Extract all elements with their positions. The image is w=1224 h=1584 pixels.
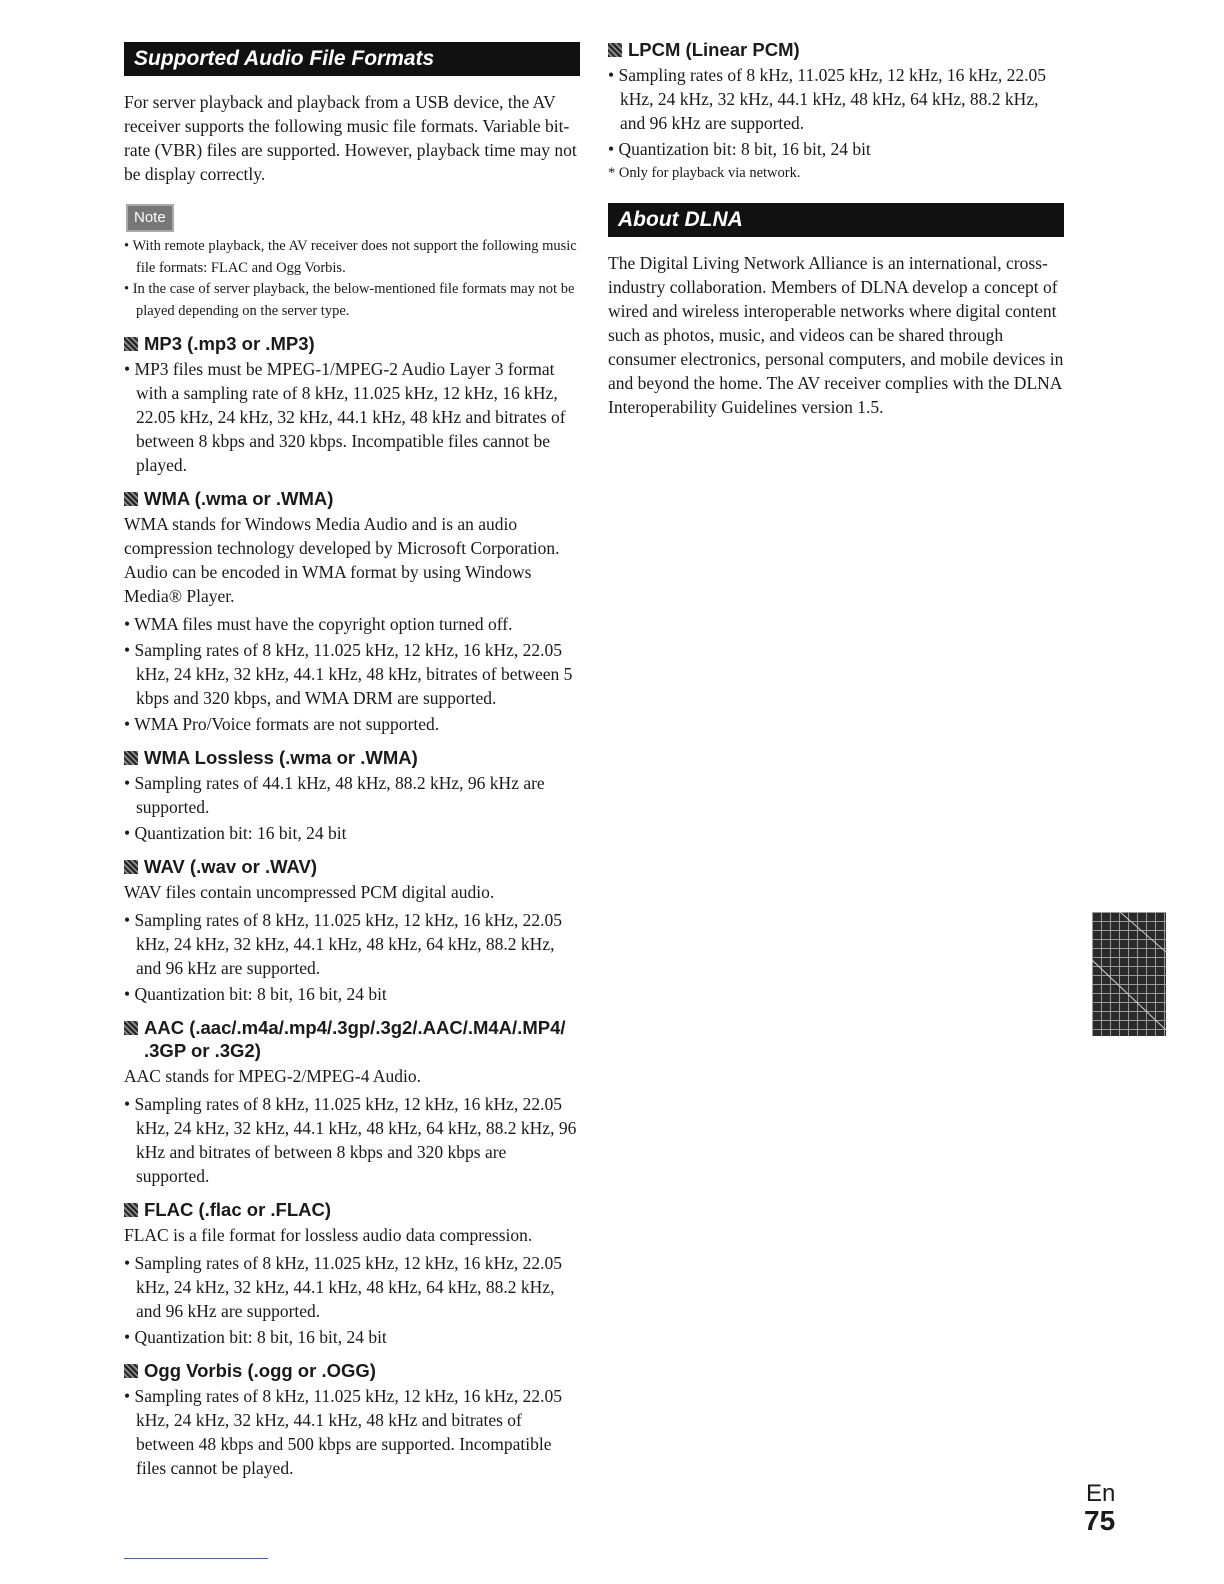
heading-flac: FLAC (.flac or .FLAC) — [124, 1198, 580, 1221]
list-item: • Sampling rates of 8 kHz, 11.025 kHz, 12 kHz, 16 kHz, 22.05 kHz, 24 kHz, 32 kHz, 44.1 kHz, 48 kHz and bitrates of between 48 kbps and 500 kbps are supported. Incompatible files cannot be played. — [124, 1386, 563, 1478]
square-marker-icon — [124, 1203, 138, 1217]
chapter-tab-marker — [1092, 912, 1166, 1036]
square-marker-icon — [608, 43, 622, 57]
square-marker-icon — [124, 751, 138, 765]
page-number: 75 — [1084, 1505, 1116, 1536]
list-item: • Sampling rates of 8 kHz, 11.025 kHz, 12 kHz, 16 kHz, 22.05 kHz, 24 kHz, 32 kHz, 44.1 kHz, 48 kHz, 64 kHz, 88.2 kHz, and 96 kHz are supported. — [124, 1253, 563, 1321]
note-label: Note — [126, 204, 174, 232]
heading-wma: WMA (.wma or .WMA) — [124, 487, 580, 510]
ogg-bullets — [124, 1384, 580, 1480]
right-column — [608, 38, 1064, 423]
list-item: • Sampling rates of 44.1 kHz, 48 kHz, 88.2 kHz, 96 kHz are supported. — [124, 773, 545, 817]
square-marker-icon — [124, 1021, 138, 1035]
note-item: • With remote playback, the AV receiver does not support the following music file formats: FLAC and Ogg Vorbis. — [124, 238, 577, 276]
wma-bullets — [124, 612, 580, 736]
lpcm-bullets — [608, 63, 1064, 161]
list-item: • MP3 files must be MPEG-1/MPEG-2 Audio Layer 3 format with a sampling rate of 8 kHz, 11.025 kHz, 12 kHz, 16 kHz, 22.05 kHz, 24 kHz, 32 kHz, 44.1 kHz, 48 kHz and bitrates of between 8 kbps and 320 kbps. Incompatible files cannot be played. — [124, 359, 566, 475]
square-marker-icon — [124, 1364, 138, 1378]
wav-bullets — [124, 908, 580, 1006]
heading-aac: AAC (.aac/.m4a/.mp4/.3gp/.3g2/.AAC/.M4A/.MP4/ .3GP or .3G2) — [124, 1016, 580, 1062]
list-item: • WMA Pro/Voice formats are not supported. — [124, 714, 440, 734]
flac-bullets — [124, 1251, 580, 1349]
square-marker-icon — [124, 492, 138, 506]
note-item: • In the case of server playback, the below-mentioned file formats may not be played depending on the server type. — [124, 281, 575, 319]
square-marker-icon — [124, 337, 138, 351]
aac-description: AAC stands for MPEG-2/MPEG-4 Audio. — [124, 1066, 422, 1086]
left-column — [124, 42, 580, 1482]
page-language: En — [1086, 1480, 1116, 1507]
heading-wav: WAV (.wav or .WAV) — [124, 855, 580, 878]
list-item: • Quantization bit: 8 bit, 16 bit, 24 bit — [124, 984, 387, 1004]
lpcm-footnote: * Only for playback via network. — [608, 165, 801, 181]
wma-description: WMA stands for Windows Media Audio and is an audio compression technology developed by Microsoft Corporation. Audio can be encoded in WMA format by using Windows Media® Player. — [124, 514, 560, 606]
list-item: • Sampling rates of 8 kHz, 11.025 kHz, 12 kHz, 16 kHz, 22.05 kHz, 24 kHz, 32 kHz, 44.1 kHz, 48 kHz, bitrates of between 5 kbps and 320 kbps, and WMA DRM are supported. — [124, 640, 573, 708]
wma-lossless-bullets — [124, 771, 580, 845]
heading-wma-lossless: WMA Lossless (.wma or .WMA) — [124, 746, 580, 769]
intro-paragraph: For server playback and playback from a USB device, the AV receiver supports the following music file formats. Variable bit-rate (VBR) files are supported. However, playback time may not be display correctly. — [124, 92, 577, 184]
note-list — [124, 236, 580, 322]
bottom-rule — [124, 1558, 268, 1559]
bullet-mark: • — [124, 281, 130, 297]
list-item: • WMA files must have the copyright option turned off. — [124, 614, 513, 634]
list-item: • Quantization bit: 16 bit, 24 bit — [124, 823, 347, 843]
section-title-about-dlna: About DLNA — [608, 203, 1064, 237]
square-marker-icon — [124, 860, 138, 874]
list-item: • Sampling rates of 8 kHz, 11.025 kHz, 12 kHz, 16 kHz, 22.05 kHz, 24 kHz, 32 kHz, 44.1 kHz, 48 kHz, 64 kHz, 88.2 kHz, 96 kHz and bitrates of between 8 kbps and 320 kbps are supported. — [124, 1094, 577, 1186]
list-item: • Quantization bit: 8 bit, 16 bit, 24 bit — [608, 139, 871, 159]
dlna-paragraph: The Digital Living Network Alliance is an international, cross-industry collaboration. Members of DLNA develop a concept of wired and wireless interoperable networks where digital content such as photos, music, and videos can be shared through consumer electronics, personal computers, and mobile devices in and beyond the home. The AV receiver complies with the DLNA Interoperability Guidelines version 1.5. — [608, 253, 1064, 417]
mp3-bullets — [124, 357, 580, 477]
heading-mp3: MP3 (.mp3 or .MP3) — [124, 332, 580, 355]
list-item: • Sampling rates of 8 kHz, 11.025 kHz, 12 kHz, 16 kHz, 22.05 kHz, 24 kHz, 32 kHz, 44.1 kHz, 48 kHz, 64 kHz, 88.2 kHz, and 96 kHz are supported. — [124, 910, 563, 978]
list-item: • Quantization bit: 8 bit, 16 bit, 24 bit — [124, 1327, 387, 1347]
flac-description: FLAC is a file format for lossless audio data compression. — [124, 1225, 533, 1245]
heading-lpcm: LPCM (Linear PCM) — [608, 38, 1064, 61]
bullet-mark: • — [124, 238, 130, 254]
aac-bullets — [124, 1092, 580, 1188]
diagonal-lines-icon — [1092, 912, 1166, 1036]
section-title-supported-formats: Supported Audio File Formats — [124, 42, 580, 76]
wav-description: WAV files contain uncompressed PCM digital audio. — [124, 882, 495, 902]
heading-ogg: Ogg Vorbis (.ogg or .OGG) — [124, 1359, 580, 1382]
list-item: • Sampling rates of 8 kHz, 11.025 kHz, 12 kHz, 16 kHz, 22.05 kHz, 24 kHz, 32 kHz, 44.1 kHz, 48 kHz, 64 kHz, 88.2 kHz, and 96 kHz are supported. — [608, 65, 1047, 133]
